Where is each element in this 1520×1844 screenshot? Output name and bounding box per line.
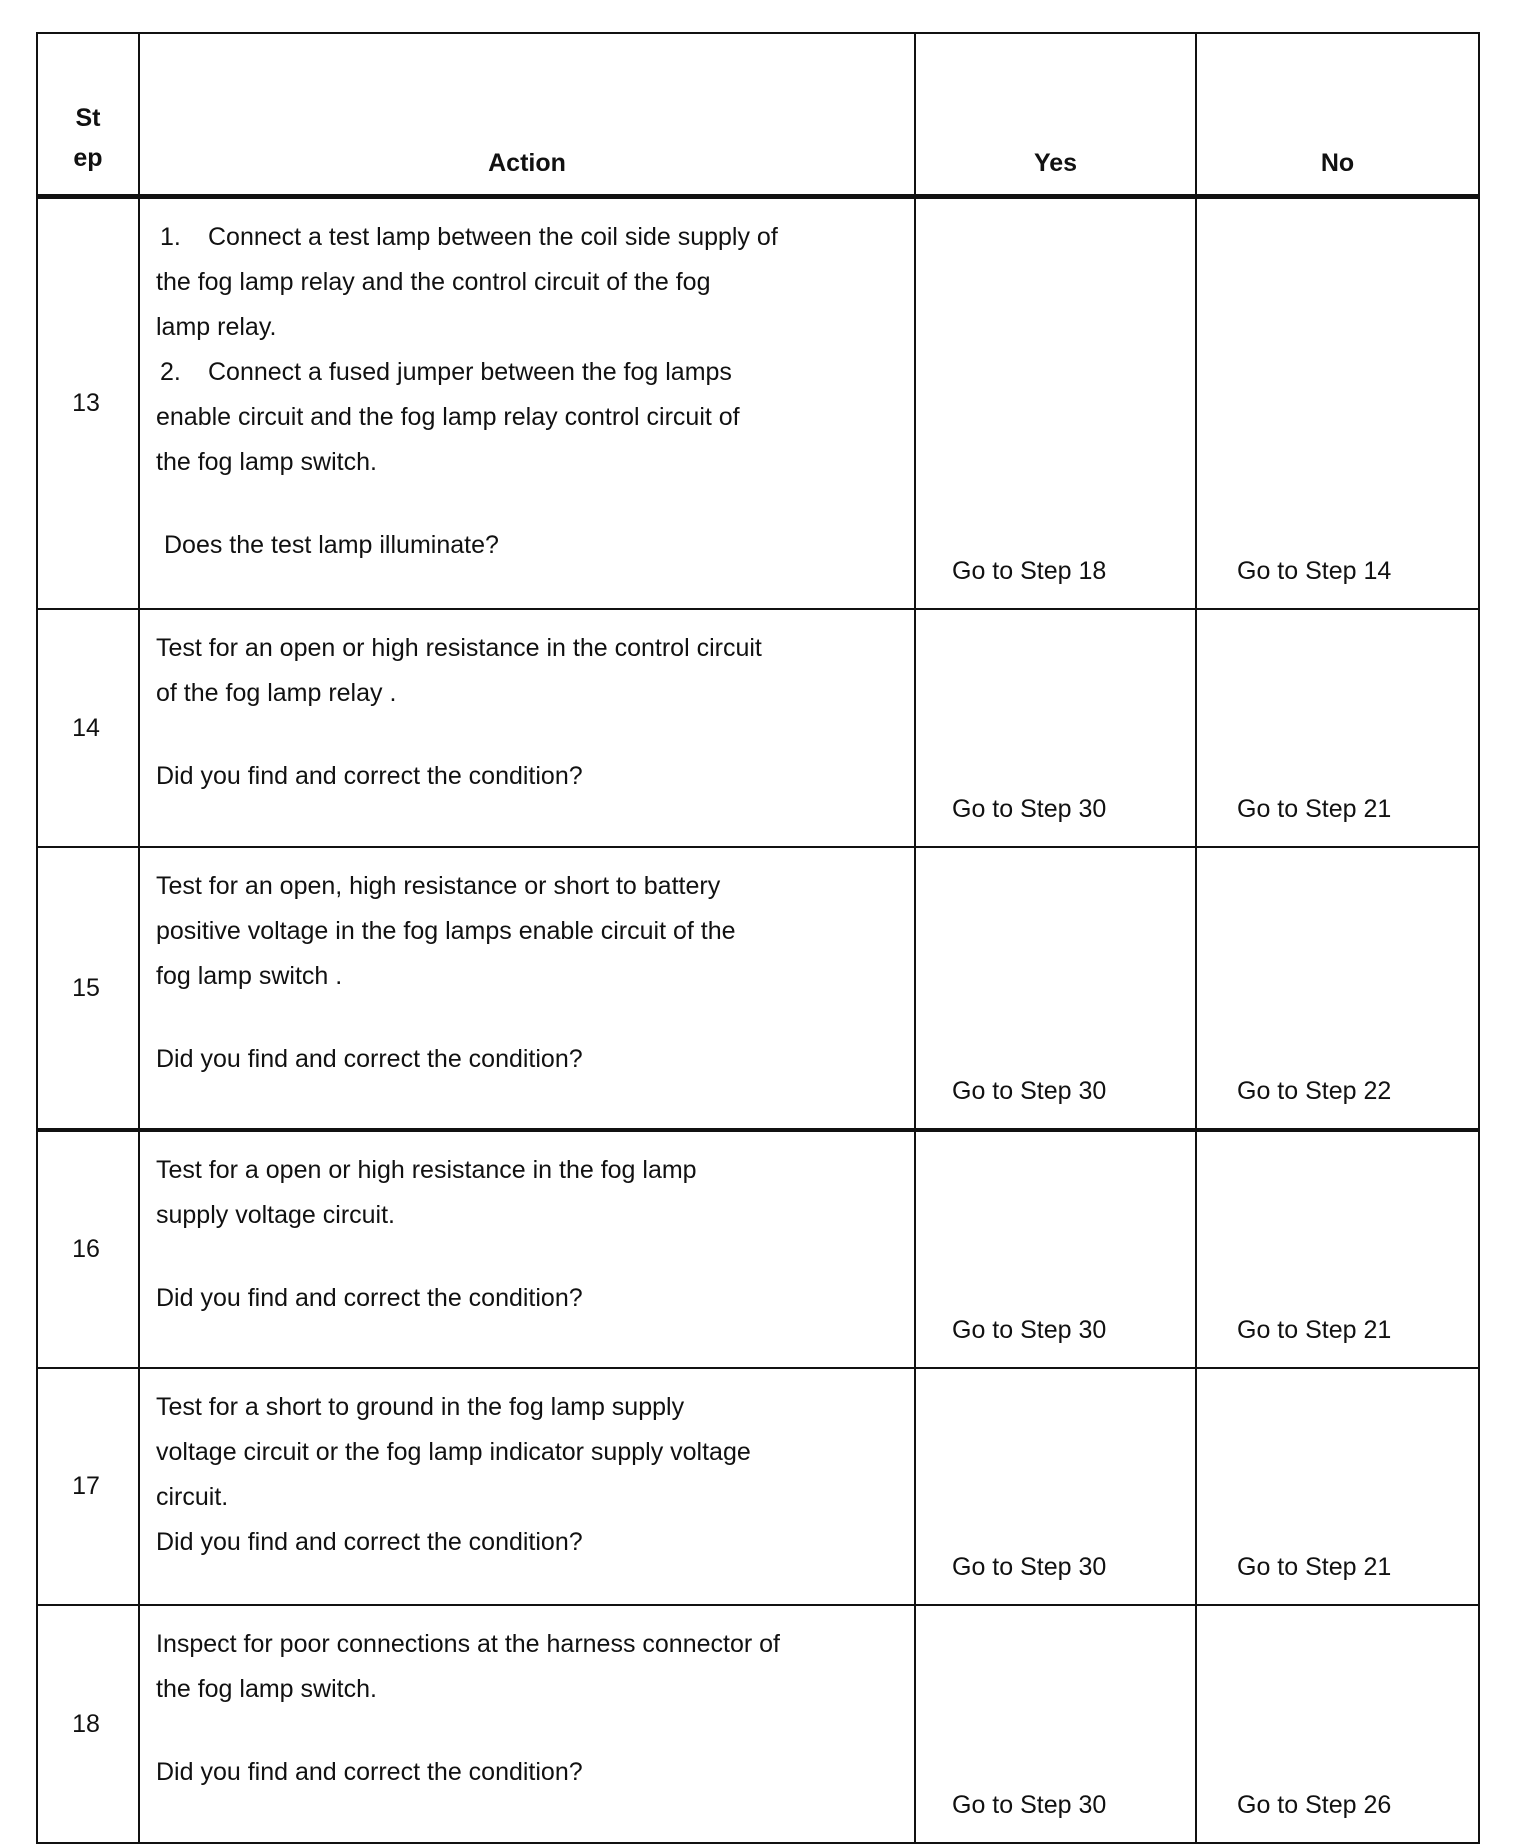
action-line: enable circuit and the fog lamp relay control circuit of bbox=[156, 403, 740, 431]
header-step-line-2: ep bbox=[73, 144, 103, 172]
action-line: fog lamp switch . bbox=[156, 962, 343, 990]
action-question: Did you find and correct the condition? bbox=[156, 1045, 583, 1073]
action-line: of the fog lamp relay . bbox=[156, 679, 397, 707]
action-line: Test for an open, high resistance or short to battery bbox=[156, 872, 721, 900]
step-number-cell bbox=[37, 1605, 139, 1843]
step-number: 18 bbox=[72, 1709, 100, 1738]
action-cell bbox=[139, 609, 915, 847]
no-result: Go to Step 26 bbox=[1237, 1791, 1392, 1819]
header-step bbox=[37, 33, 139, 197]
step-number-cell bbox=[37, 1130, 139, 1368]
no-result: Go to Step 21 bbox=[1237, 1553, 1392, 1581]
no-cell bbox=[1196, 609, 1479, 847]
diagnostic-table bbox=[36, 32, 1480, 1844]
action-line bbox=[156, 350, 900, 395]
yes-cell bbox=[915, 197, 1196, 610]
action-line bbox=[156, 215, 900, 260]
action-cell bbox=[139, 847, 915, 1130]
table-row-step-18 bbox=[37, 1605, 1479, 1843]
action-cell bbox=[139, 1605, 915, 1843]
action-cell bbox=[139, 197, 915, 610]
yes-result: Go to Step 30 bbox=[952, 1077, 1107, 1105]
yes-result: Go to Step 30 bbox=[952, 1791, 1107, 1819]
yes-result: Go to Step 30 bbox=[952, 1316, 1107, 1344]
action-question: Did you find and correct the condition? bbox=[156, 1758, 583, 1786]
header-yes: Yes bbox=[915, 33, 1196, 197]
no-cell bbox=[1196, 847, 1479, 1130]
no-result: Go to Step 21 bbox=[1237, 795, 1392, 823]
no-cell bbox=[1196, 197, 1479, 610]
step-number: 16 bbox=[72, 1235, 100, 1263]
step-number-cell bbox=[37, 847, 139, 1130]
step-number: 15 bbox=[72, 973, 100, 1002]
yes-cell bbox=[915, 609, 1196, 847]
step-number-cell bbox=[37, 1368, 139, 1605]
action-line: supply voltage circuit. bbox=[156, 1201, 396, 1229]
action-question: Did you find and correct the condition? bbox=[156, 762, 583, 790]
action-line: the fog lamp relay and the control circuit of the fog bbox=[156, 268, 711, 296]
step-number: 17 bbox=[72, 1472, 100, 1500]
step-number: 14 bbox=[72, 713, 100, 742]
no-cell bbox=[1196, 1130, 1479, 1368]
no-result: Go to Step 22 bbox=[1237, 1077, 1392, 1105]
step-number: 13 bbox=[72, 389, 100, 417]
action-line: Test for a short to ground in the fog lamp supply bbox=[156, 1393, 685, 1421]
table-row-step-17 bbox=[37, 1368, 1479, 1605]
table-body bbox=[37, 197, 1479, 1844]
list-number: 2. bbox=[160, 358, 181, 386]
step-number-cell bbox=[37, 609, 139, 847]
action-line: Inspect for poor connections at the harness connector of bbox=[156, 1630, 780, 1658]
table-header bbox=[37, 33, 1479, 197]
action-text: Connect a fused jumper between the fog lamps bbox=[208, 358, 732, 386]
action-line: circuit. bbox=[156, 1483, 229, 1511]
action-line: the fog lamp switch. bbox=[156, 1675, 377, 1703]
table-row-step-14 bbox=[37, 609, 1479, 847]
header-action: Action bbox=[139, 33, 915, 197]
yes-result: Go to Step 30 bbox=[952, 795, 1107, 823]
no-result: Go to Step 14 bbox=[1237, 557, 1392, 585]
action-line: voltage circuit or the fog lamp indicator supply voltage bbox=[156, 1438, 751, 1466]
list-number: 1. bbox=[160, 223, 181, 251]
action-question: Did you find and correct the condition? bbox=[156, 1528, 583, 1556]
action-line: the fog lamp switch. bbox=[156, 448, 377, 476]
action-text: Connect a test lamp between the coil side supply of bbox=[208, 223, 778, 251]
table-row-step-13 bbox=[37, 197, 1479, 610]
action-line: lamp relay. bbox=[156, 313, 277, 341]
no-result: Go to Step 21 bbox=[1237, 1316, 1392, 1344]
header-step-line-1: St bbox=[75, 104, 101, 132]
action-question: Does the test lamp illuminate? bbox=[164, 531, 499, 559]
no-cell bbox=[1196, 1605, 1479, 1843]
action-line: positive voltage in the fog lamps enable circuit of the bbox=[156, 917, 736, 945]
action-cell bbox=[139, 1130, 915, 1368]
yes-cell bbox=[915, 1605, 1196, 1843]
yes-cell bbox=[915, 847, 1196, 1130]
action-line: Test for a open or high resistance in the fog lamp bbox=[156, 1156, 697, 1184]
no-cell bbox=[1196, 1368, 1479, 1605]
action-line: Test for an open or high resistance in the control circuit bbox=[156, 634, 762, 662]
yes-cell bbox=[915, 1368, 1196, 1605]
table-row-step-15 bbox=[37, 847, 1479, 1130]
yes-result: Go to Step 30 bbox=[952, 1553, 1107, 1581]
header-no: No bbox=[1196, 33, 1479, 197]
table-row-step-16 bbox=[37, 1130, 1479, 1368]
header-row bbox=[37, 33, 1479, 197]
action-question: Did you find and correct the condition? bbox=[156, 1284, 583, 1312]
yes-cell bbox=[915, 1130, 1196, 1368]
yes-result: Go to Step 18 bbox=[952, 557, 1107, 585]
action-cell bbox=[139, 1368, 915, 1605]
step-number-cell bbox=[37, 197, 139, 610]
